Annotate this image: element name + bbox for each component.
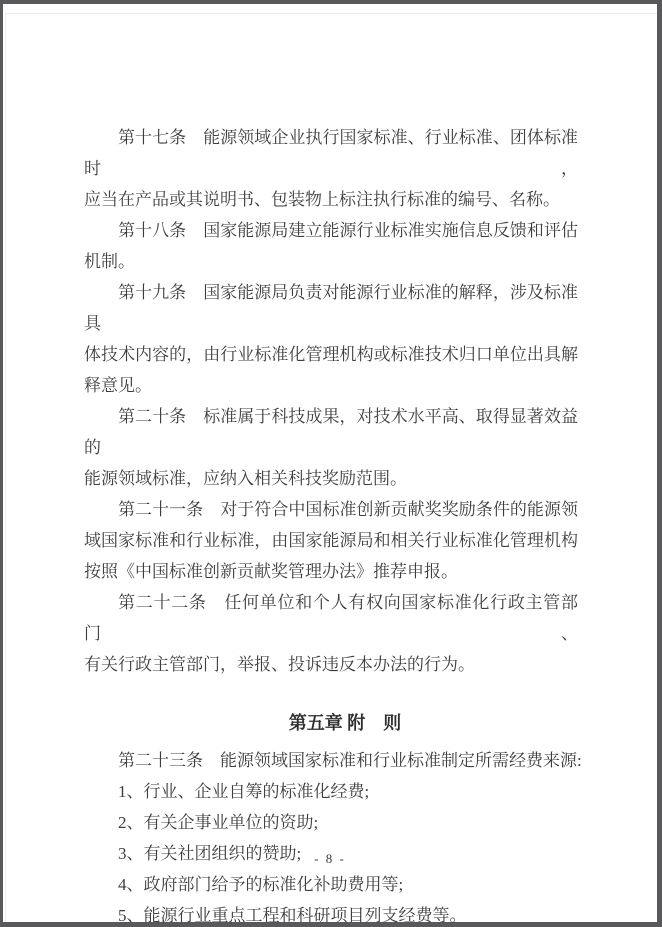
text-line: 第十八条 国家能源局建立能源行业标准实施信息反馈和评估 (118, 221, 578, 240)
text-line: 释意见。 (84, 376, 152, 395)
text-line: 机制。 (84, 252, 135, 271)
text-line: 第二十一条 对于符合中国标准创新贡献奖奖励条件的能源领 (118, 500, 578, 519)
page-content (84, 122, 582, 927)
text-line: 3、有关社团组织的赞助; (118, 844, 302, 863)
chapter-heading: 第五章 附 则 (288, 713, 402, 733)
text-line: 第二十条 标准属于科技成果，对技术水平高、取得显著效益的 (84, 407, 578, 457)
text-line: 2、有关企事业单位的资助; (118, 813, 319, 832)
text-line: 1、行业、企业自筹的标准化经费; (118, 782, 370, 801)
page-number: - 8 - (314, 851, 346, 866)
text-line: 有关行政主管部门，举报、投诉违反本办法的行为。 (84, 655, 475, 674)
text-line: 按照《中国标准创新贡献奖管理办法》推荐申报。 (84, 562, 458, 581)
text-line: 能源领域标准，应纳入相关科技奖励范围。 (84, 469, 407, 488)
text-line: 第二十三条 能源领域国家标准和行业标准制定所需经费来源: (118, 751, 582, 770)
text-line: 第二十二条 任何单位和个人有权向国家标准化行政主管部门、 (84, 593, 578, 643)
text-line: 体技术内容的，由行业标准化管理机构或标准技术归口单位出具解 (84, 345, 578, 364)
document-page (3, 4, 657, 925)
text-line: 5、能源行业重点工程和科研项目列支经费等。 (118, 906, 467, 925)
text-line: 域国家标准和行业标准，由国家能源局和相关行业标准化管理机构 (84, 531, 578, 550)
text-line: 4、政府部门给予的标准化补助费用等; (118, 875, 404, 894)
text-line: 应当在产品或其说明书、包装物上标注执行标准的编号、名称。 (84, 190, 560, 209)
text-line: 第十七条 能源领域企业执行国家标准、行业标准、团体标准时， (84, 128, 578, 178)
text-line: 第十九条 国家能源局负责对能源行业标准的解释，涉及标准具 (84, 283, 578, 333)
